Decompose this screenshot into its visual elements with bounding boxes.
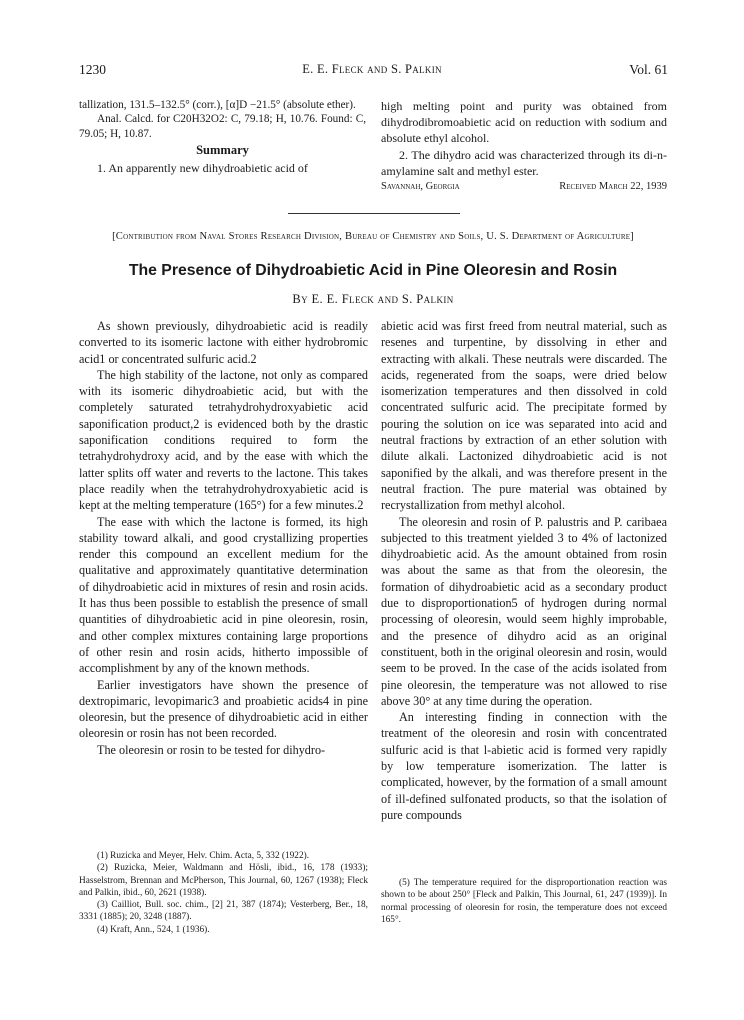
analysis-text: Anal. Calcd. for C20H32O2: C, 79.18; H, 10.76. Found: C, 79.05; H, 10.87.: [79, 113, 366, 140]
footnote: (2) Ruzicka, Meier, Waldmann and Hösli, ibid., 16, 178 (1933); Hasselstrom, Brennan and McPherson, This Journal, 60, 1267 (1938); Fleck and Palkin, ibid., 60, 2621 (1938).: [79, 863, 368, 898]
footnote: (4) Kraft, Ann., 524, 1 (1936).: [97, 924, 210, 935]
byline: By E. E. Fleck and S. Palkin: [292, 292, 454, 306]
footnote: (5) The temperature required for the disproportionation reaction was shown to be about 250° [Fleck and Palkin, This Journal, 61, 247 (1939)]. In normal processing of oleoresin for rosin, the temperature does not exceed 165°.: [381, 878, 667, 925]
body-paragraph: Earlier investigators have shown the presence of dextropimaric, levopimaric3 and proabietic acids4 in pine oleoresin, but the presence of dihydroabietic acid in either oleoresin or rosin has not been recorded.: [79, 677, 368, 741]
previous-article-right-column: [381, 98, 667, 195]
running-head-authors: E. E. Fleck and S. Palkin: [302, 62, 442, 76]
place-label: Savannah, Georgia: [381, 181, 460, 193]
previous-article-left-column: [79, 98, 366, 176]
footnote: (1) Ruzicka and Meyer, Helv. Chim. Acta, 5, 332 (1922).: [97, 851, 310, 861]
footnotes-right: [381, 877, 667, 926]
body-paragraph: The high stability of the lactone, not only as compared with its isomeric dihydroabietic acid, but with the completely saturated tetrahydrohydroxyabietic acid saponification product,2 is evidenced both by the drastic saponification conditions required to form the tetrahydrohydroxy acid, and by the ease with which the latter splits off water and reverts to the lactone. This takes place readily when the tetrahydrohydroxyabietic acid is kept at the melting temperature (165°) for a few minutes.2: [79, 367, 368, 513]
volume-label: Vol. 61: [629, 62, 668, 77]
tallization-text: tallization, 131.5–132.5° (corr.), [α]D −21.5° (absolute ether).: [79, 99, 356, 111]
body-paragraph: abietic acid was first freed from neutral material, such as resenes and turpentine, by dissolving in ether and extracting with alkali. These neutrals were discarded. The acids, regenerated from the soaps, were dried below isomerization temperatures and then dissolved in cold concentrated sulfuric acid. The precipitate formed by pouring the solution on ice was separated into acid and neutral fractions by extraction of an ether solution with dilute alkali. Lactonized dihydroabietic acid is not saponified by the alkali, and was therefore present in the neutral fraction. The pure material was obtained by recrystallization from methyl alcohol.: [381, 319, 667, 513]
page-number: 1230: [79, 62, 106, 77]
article-title: The Presence of Dihydroabietic Acid in Pine Oleoresin and Rosin: [128, 262, 618, 279]
summary-item-1: 1. An apparently new dihydroabietic acid of: [97, 161, 308, 176]
contribution-line: [Contribution from Naval Stores Research Division, Bureau of Chemistry and Soils, U. S. Department of Agriculture]: [112, 231, 634, 242]
body-paragraph: The oleoresin and rosin of P. palustris and P. caribaea subjected to this treatment yielded 3 to 4% of lactonized dihydroabietic acid. As the amount obtained from rosin was about the same as that from the oleoresin, the formation of dihydroabietic acid as a secondary product due to disproportionation5 of hydrogen during normal processing of oleoresin, would seem highly improbable, and the presence of dihydro acid as an original constituent, both in the original oleoresin and rosin, would seem to be proved. In the case of the acids isolated from pine oleoresin, the temperature was not allowed to rise above 30° at any time during the operation.: [381, 514, 667, 708]
summary-item-2: 2. The dihydro acid was characterized through its di-n-amylamine salt and methyl ester.: [381, 147, 667, 178]
body-left-column: [79, 318, 368, 758]
body-paragraph: As shown previously, dihydroabietic acid is readily converted to its isomeric lactone with either hydrobromic acid1 or concentrated sulfuric acid.2: [79, 319, 368, 366]
section-divider: [288, 213, 460, 214]
body-paragraph: The oleoresin or rosin to be tested for dihydro-: [97, 742, 326, 757]
body-paragraph: An interesting finding in connection with the treatment of the oleoresin and rosin with concentrated sulfuric acid is that l-abietic acid is formed very rapidly by low temperature isomerization. The latter is complicated, however, by the formation of a small amount of ill-defined sulfonated products, so that the isolation of pure compounds: [381, 710, 667, 822]
running-head: [0, 62, 744, 82]
body-paragraph: The ease with which the lactone is formed, its high stability toward alkali, and good crystallizing properties render this compound an excellent medium for the qualitative and approximately quantitative determination of dihydroabietic acid in mixtures of resin and rosin acids. It has thus been possible to establish the presence of small quantities of dihydroabietic acid in pine oleoresin, rosin, and other complex mixtures containing large proportions of other resin and rosin acids, hitherto impossible of accomplishment by any of the known methods.: [79, 514, 368, 676]
footnotes-left: [79, 850, 368, 936]
received-label: Received March 22, 1939: [559, 181, 667, 193]
footnote: (3) Cailliot, Bull. soc. chim., [2] 21, 387 (1874); Vesterberg, Ber., 18, 3331 (1885); 20, 3248 (1887).: [79, 900, 368, 923]
body-right-column: [381, 318, 667, 823]
summary-item-1-continued: high melting point and purity was obtained from dihydrodibromoabietic acid on reduction with sodium and absolute ethyl alcohol.: [381, 99, 667, 146]
signature-line: [381, 179, 667, 195]
summary-heading: Summary: [196, 142, 249, 157]
